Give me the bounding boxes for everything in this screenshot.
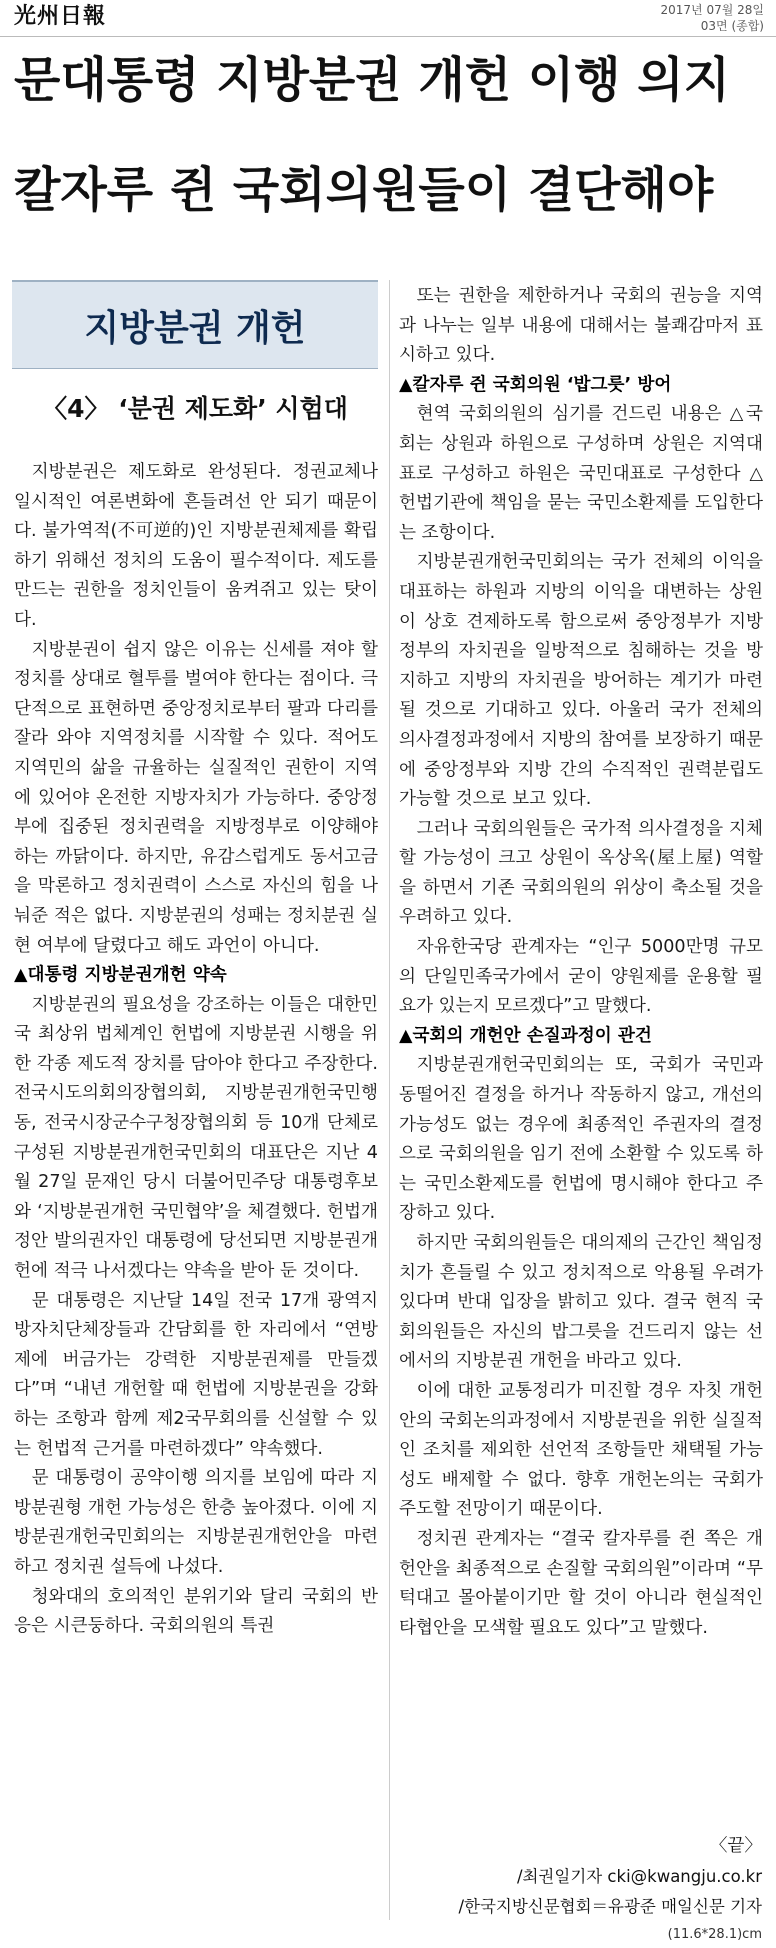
headline-line-2: 칼자루 쥔 국회의원들이 결단해야 <box>14 162 714 218</box>
column-divider <box>389 280 390 1920</box>
byline-association: /한국지방신문협회＝유광준 매일신문 기자 <box>458 1897 762 1916</box>
byline-reporter: /최권일기자 cki@kwangju.co.kr <box>516 1867 762 1886</box>
section-subhead: ▲국회의 개헌안 손질과정이 관건 <box>399 1025 652 1046</box>
bylines <box>458 1862 762 1922</box>
article-column-right <box>399 282 763 1643</box>
series-banner <box>12 280 378 369</box>
issue-date: 2017년 07월 28일 <box>660 3 764 17</box>
article-paragraph: 하지만 국회의원들은 대의제의 근간인 책임정치가 흔들릴 수 있고 정치적으로 악용될 우려가 있다며 반대 입장을 밝히고 있다. 결국 현직 국회의원들은 자신의 밥그릇을 건드리지 않는 선에서의 지방분권 개헌을 바라고 있다. <box>399 1233 763 1372</box>
article-paragraph: 지방분권이 쉽지 않은 이유는 신세를 져야 할 정치를 상대로 혈투를 벌여야 한다는 점이다. 극단적으로 표현하면 중앙정치로부터 팔과 다리를 잘라 와야 지역정치를 시작할 수 있다. 적어도 지역민의 삶을 규율하는 실질적인 권한이 지역에 있어야 온전한 지방자치가 가능하다. 중앙정부에 집중된 정치권력을 지방정부로 이양해야 하는 까닭이다. 하지만, 유감스럽게도 동서고금을 막론하고 정치권력이 스스로 자신의 힘을 나눠준 적은 없다. 지방분권의 성패는 정치분권 실현 여부에 달렸다고 해도 과언이 아니다. <box>14 639 378 956</box>
article-paragraph: 현역 국회의원의 심기를 건드린 내용은 △국회는 상원과 하원으로 구성하며 상원은 지역대표로 구성하고 하원은 국민대표로 구성한다 △헌법기관에 책임을 묻는 국민소환제를 도입한다는 조항이다. <box>399 404 763 543</box>
issue-page: 03면 (종합) <box>700 19 764 33</box>
section-subhead: ▲칼자루 쥔 국회의원 ‘밥그릇’ 방어 <box>399 374 672 395</box>
article-paragraph: 정치권 관계자는 “결국 칼자루를 쥔 쪽은 개헌안을 최종적으로 손질할 국회의원”이라며 “무턱대고 몰아붙이기만 할 것이 아니라 현실적인 타협안을 모색할 필요도 있다”고 말했다. <box>399 1528 763 1638</box>
article-paragraph: 자유한국당 관계자는 “인구 5000만명 규모의 단일민족국가에서 굳이 양원제를 운용할 필요가 있는지 모르겠다”고 말했다. <box>399 937 763 1017</box>
newspaper-logo: 光州日報 <box>14 3 107 29</box>
article-paragraph: 문 대통령은 지난달 14일 전국 17개 광역지방자치단체장들과 간담회를 한 자리에서 “연방제에 버금가는 강력한 지방분권제를 만들겠다”며 “내년 개헌할 때 헌법에 지방분권을 강화하는 조항과 함께 제2국무회의를 신설할 수 있는 헌법적 근거를 마련하겠다” 약속했다. <box>14 1290 378 1459</box>
article-paragraph: 지방분권의 필요성을 강조하는 이들은 대한민국 최상위 법체계인 헌법에 지방분권 시행을 위한 각종 제도적 장치를 담아야 한다고 주장한다. 전국시도의회의장협의회, 지방분권개헌국민행동, 전국시장군수구청장협의회 등 10개 단체로 구성된 지방분권개헌국민회의 대표단은 지난 4월 27일 문재인 당시 더불어민주당 대통령후보와 ‘지방분권개헌 국민협약’을 체결했다. 헌법개정안 발의권자인 대통령에 당선되면 지방분권개헌에 적극 나서겠다는 약속을 받아 둔 것이다. <box>14 994 378 1282</box>
article-paragraph: 지방분권은 제도화로 완성된다. 정권교체나 일시적인 여론변화에 흔들려선 안 되기 때문이다. 불가역적(不可逆的)인 지방분권체제를 확립하기 위해선 정치의 도움이 필수적이다. 제도를 만드는 권한을 정치인들이 움켜쥐고 있는 탓이다. <box>14 462 378 630</box>
series-subtitle: 〈4〉 ‘분권 제도화’ 시험대 <box>42 394 348 423</box>
headline-line-1: 문대통령 지방분권 개헌 이행 의지 <box>14 52 730 108</box>
section-subhead: ▲대통령 지방분권개헌 약속 <box>14 965 227 986</box>
article-paragraph: 지방분권개헌국민회의는 또, 국회가 국민과 동떨어진 결정을 하거나 작동하지 않고, 개선의 가능성도 없는 경우에 최종적인 주권자의 결정으로 국회의원을 임기 전에 소환할 수 있도록 하는 국민소환제도를 헌법에 명시해야 한다고 주장하고 있다. <box>399 1055 763 1224</box>
article-paragraph: 또는 권한을 제한하거나 국회의 권능을 지역과 나누는 일부 내용에 대해서는 불쾌감마저 표시하고 있다. <box>399 286 763 366</box>
article-column-left <box>14 458 378 1642</box>
article-paragraph: 문 대통령이 공약이행 의지를 보임에 따라 지방분권형 개헌 가능성은 한층 높아졌다. 이에 지방분권개헌국민회의는 지방분권개헌안을 마련하고 정치권 설득에 나섰다. <box>14 1468 378 1577</box>
end-mark: 〈끝〉 <box>709 1836 762 1856</box>
article-paragraph: 청와대의 호의적인 분위기와 달리 국회의 반응은 시큰둥하다. 국회의원의 특권 <box>14 1586 378 1637</box>
masthead <box>14 2 106 32</box>
article-paragraph: 지방분권개헌국민회의는 국가 전체의 이익을 대표하는 하원과 지방의 이익을 대변하는 상원이 상호 견제하도록 함으로써 중앙정부가 지방정부의 자치권을 일방적으로 침해하는 것을 방지하고 지방의 자치권을 방어하는 계기가 마련될 것으로 기대하고 있다. 아울러 국가 전체의 의사결정과정에서 지방의 참여를 보장하기 때문에 중앙정부와 지방 간의 수직적인 권력분립도 가능할 것으로 보고 있다. <box>399 552 763 810</box>
article-paragraph: 그러나 국회의원들은 국가적 의사결정을 지체할 가능성이 크고 상원이 옥상옥(屋上屋) 역할을 하면서 기존 국회의원의 위상이 축소될 것을 우려하고 있다. <box>399 818 763 928</box>
masthead-divider <box>0 36 776 37</box>
article-paragraph: 이에 대한 교통정리가 미진할 경우 자칫 개헌안의 국회논의과정에서 지방분권을 위한 실질적인 조치를 제외한 선언적 조항들만 채택될 가능성도 배제할 수 없다. 향후 개헌논의는 국회가 주도할 전망이기 때문이다. <box>399 1380 763 1520</box>
series-banner-title: 지방분권 개헌 <box>84 307 306 349</box>
article-size-note: (11.6*28.1)cm <box>667 1927 762 1942</box>
issue-meta <box>661 2 764 34</box>
